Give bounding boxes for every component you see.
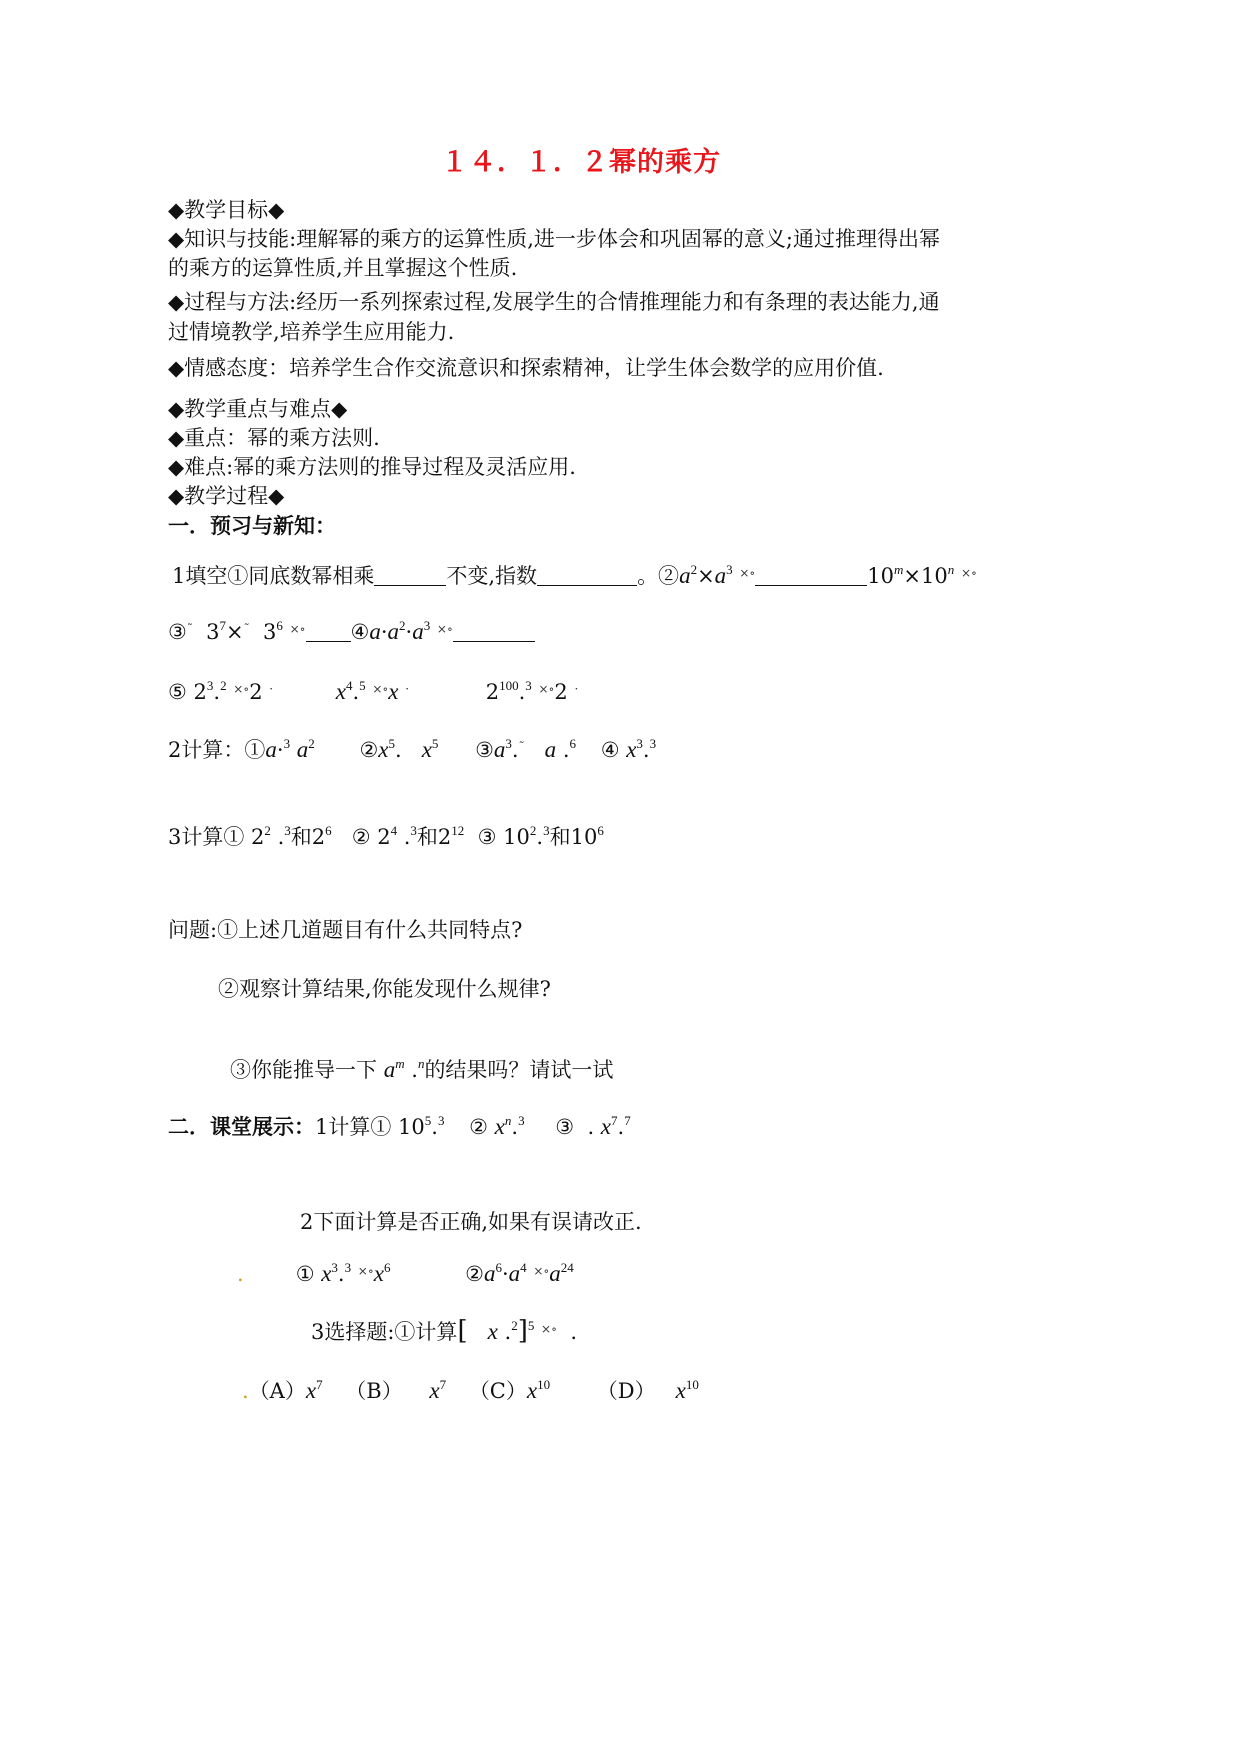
objectives-heading: ◆教学目标◆ — [168, 198, 285, 222]
process-line-2: 过情境教学,培养学生应用能力. — [168, 320, 455, 344]
choice-options: $.(A)x^7$ （B） $x^7$ $(C)x^{10}$ （D） $x^{10}$ — [242, 1377, 699, 1403]
correction-items: . ① $x^3.^3$ $^{\times\circ}x^6$ $②a^6\cdot a^4$ $^{\times\circ}a^{24}$ — [237, 1260, 574, 1286]
answer-blank — [453, 621, 535, 642]
fill-in-question-1: 1填空①同底数幂相乘 不变,指数 。$②a^2\times a^3$ ×∘ $10^m\times 10^n$ ×∘ — [172, 562, 977, 588]
section2-heading: 二．课堂展示： — [168, 1114, 315, 1139]
fill-in-question-3: ⑤ $2^3.^2$ ×∘2 · $x^4.^5$ ×∘x · $2^{100}.^3$ ×∘2 · — [168, 678, 579, 704]
process-heading: ◆教学过程◆ — [168, 484, 285, 508]
option-b: （B） — [345, 1379, 403, 1403]
option-d: （D） — [596, 1379, 656, 1403]
q1-end: 。② — [637, 564, 680, 588]
correction-prompt: 2下面计算是否正确,如果有误请改正. — [300, 1210, 642, 1234]
q1-mid: 不变,指数 — [446, 564, 538, 588]
question-2: ②观察计算结果,你能发现什么规律? — [218, 977, 551, 1001]
section1-heading: 一．预习与新知： — [168, 513, 336, 538]
question-3: ③你能推导一下 $a^m$ .$^n$的结果吗？请试一试 — [230, 1056, 614, 1082]
choice-question: 3选择题:①计算[ x .$^2$]$^5$ ×∘ . — [311, 1316, 578, 1346]
answer-blank — [306, 621, 351, 642]
keypoints-heading: ◆教学重点与难点◆ — [168, 397, 348, 421]
process-line-1: ◆过程与方法:经历一系列探索过程,发展学生的合情推理能力和有条理的表达能力,通 — [168, 290, 940, 314]
calc-question-3: 3计算① $2^2$ .$^3$和$2^6$ ② $2^4$ .$^3$和$2^{12}$ ③ $10^2.^3$和$10^6$ — [168, 823, 604, 849]
option-a: （A） — [248, 1379, 306, 1403]
q1-prefix: 1填空①同底数幂相乘 — [172, 564, 375, 588]
answer-blank — [374, 565, 446, 586]
calc-question-2: 2计算：①a·$^3$ $a^2$ $②x^5$. $x^5$ $③a^3.^˜$ a .$^6$ ④ $x^3.^3$ — [168, 736, 657, 762]
answer-blank — [537, 565, 637, 586]
emotion-line: ◆情感态度：培养学生合作交流意识和探索精神，让学生体会数学的应用价值. — [168, 356, 884, 380]
difficult-point: ◆难点:幂的乘方法则的推导过程及灵活应用. — [168, 455, 576, 479]
knowledge-line-1: ◆知识与技能:理解幂的乘方的运算性质,进一步体会和巩固幂的意义;通过推理得出幂 — [168, 227, 940, 251]
knowledge-line-2: 的乘方的运算性质,并且掌握这个性质. — [168, 256, 518, 280]
fill-in-question-2: ③˜ $3^7\times^˜$ $3^6$ ×∘ $④a\cdot a^2\cdot a^3$ ×∘ — [168, 613, 535, 645]
option-c: （C） — [468, 1379, 527, 1403]
question-1: 问题:①上述几道题目有什么共同特点? — [168, 918, 523, 942]
answer-blank — [755, 565, 867, 586]
page-title: １４．１．２幂的乘方 — [441, 147, 721, 178]
key-point: ◆重点：幂的乘方法则. — [168, 426, 380, 450]
section2-line-1: 二．课堂展示：1计算① $10^5.^3$ ② $x^n.^3$ ③ . $x^7.^7$ — [168, 1113, 631, 1139]
